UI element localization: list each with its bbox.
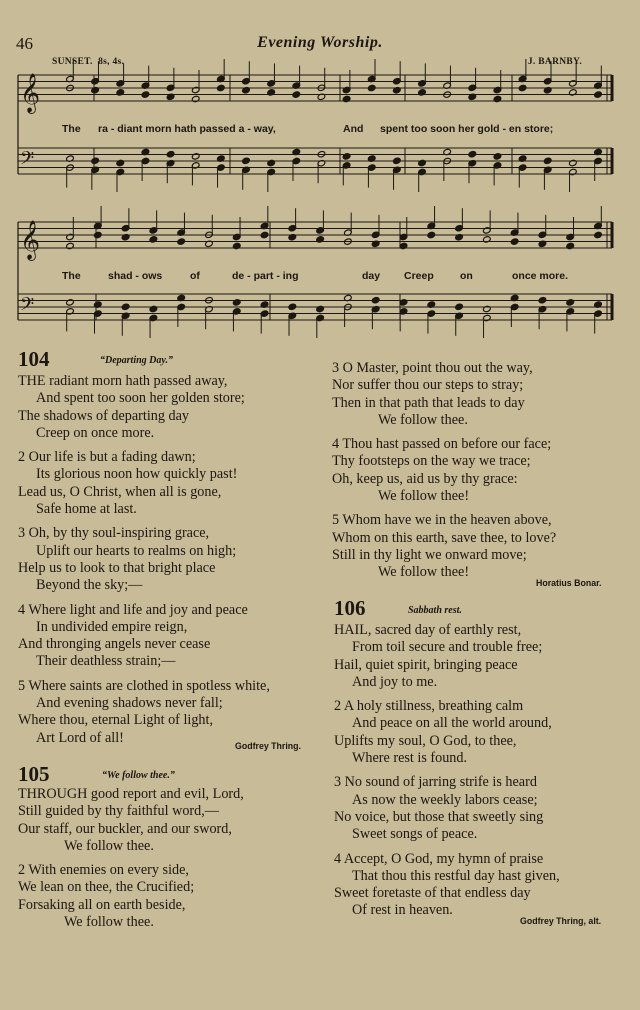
stanza-4 — [18, 602, 270, 671]
hymn-105 — [18, 762, 244, 931]
note-head — [242, 157, 251, 164]
verse-line: Whom on this earth, save thee, to love? — [332, 529, 557, 546]
hymn-105-author: Horatius Bonar. — [536, 578, 602, 588]
note-head — [232, 299, 241, 306]
verse-line: We follow thee. — [64, 914, 154, 931]
hymn-title: “Departing Day.” — [100, 355, 173, 366]
note-head — [510, 238, 519, 245]
note-head — [292, 91, 301, 98]
note-head — [342, 95, 351, 102]
lyric-row2-e: day — [362, 270, 381, 282]
treble-clef: 𝄞 — [20, 220, 41, 260]
verse-line: Nor suffer thou our steps to stray; — [332, 377, 524, 394]
verse-line: HAIL, sacred day of earthly rest, — [334, 622, 522, 638]
verse-line: Our staff, our buckler, and our sword, — [18, 820, 232, 837]
page-number: 46 — [16, 34, 33, 53]
lyric-row2-g: on — [460, 270, 473, 282]
verse-line: Where thou, eternal Light of light, — [18, 712, 214, 729]
hymn-105-continued — [332, 360, 556, 582]
verse-line: 3 Oh, by thy soul-inspiring grace, — [18, 525, 210, 542]
verse-line: That thou this restful day hast given, — [352, 867, 560, 884]
note-head — [342, 153, 351, 160]
verse-line: Hail, quiet spirit, bringing peace — [334, 656, 518, 673]
verse-line: From toil secure and trouble free; — [352, 639, 543, 656]
hymn-title: “We follow thee.” — [102, 770, 175, 781]
stanza-4 — [332, 436, 556, 505]
stanza-1 — [334, 622, 560, 691]
verse-line: The shadows of departing day — [18, 407, 189, 424]
note-head — [483, 305, 492, 312]
verse-line: 4 Where light and life and joy and peace — [18, 601, 248, 618]
note-head — [493, 153, 502, 160]
lyric-row2-c: of — [190, 270, 200, 282]
note-head — [288, 303, 297, 310]
lyric-row1-b: ra - diant morn hath passed a - way, — [98, 123, 276, 135]
verse-line: 5 Where saints are clothed in spotless white, — [18, 677, 270, 694]
note-head — [260, 231, 269, 238]
verse-line: Oh, keep us, aid us by thy grace: — [332, 470, 518, 487]
note-head — [371, 297, 380, 304]
staff-lines — [18, 75, 612, 320]
stanza-3 — [334, 774, 560, 843]
tune-name: SUNSET. 8s, 4s. — [52, 57, 125, 67]
verse-line: 2 Our life is but a fading dawn; — [18, 449, 196, 466]
note-head — [66, 299, 75, 306]
stanza-5 — [332, 512, 556, 581]
verse-line: Their deathless strain;— — [36, 653, 176, 670]
hymn-106 — [334, 596, 560, 920]
note-head — [316, 305, 325, 312]
lyric-row2-f: Creep — [404, 270, 434, 282]
verse-line: 5 Whom have we in the heaven above, — [332, 512, 552, 529]
note-head — [94, 231, 103, 238]
verse-line: Sweet songs of peace. — [352, 826, 478, 843]
lyric-row1-d: spent too soon her gold - en store; — [380, 123, 554, 135]
verse-line: Uplifts my soul, O God, to thee, — [334, 732, 517, 749]
verse-line: And joy to me. — [352, 673, 438, 690]
verse-line: And spent too soon her golden store; — [36, 390, 245, 407]
note-head — [91, 157, 100, 164]
verse-line: 2 A holy stillness, breathing calm — [334, 698, 524, 715]
note-head — [232, 242, 241, 249]
verse-line: Lead us, O Christ, when all is gone, — [18, 483, 222, 500]
verse-line: As now the weekly labors cease; — [352, 791, 538, 808]
stanza-2 — [334, 698, 560, 767]
verse-line: And thronging angels never cease — [18, 636, 211, 653]
treble-clef: 𝄞 — [20, 73, 41, 113]
verse-line: Art Lord of all! — [36, 729, 124, 746]
lyric-row2-a: The — [62, 270, 81, 282]
note-head — [267, 159, 276, 166]
hymn-number: 105 — [18, 762, 50, 786]
verse-line: 4 Accept, O God, my hymn of praise — [334, 850, 544, 867]
verse-line: We follow thee. — [64, 837, 154, 854]
verse-line: Then in that path that leads to day — [332, 394, 525, 411]
clefs — [20, 73, 40, 320]
lyric-row1-a: The — [62, 123, 81, 135]
note-head — [518, 84, 527, 91]
note-head — [191, 153, 200, 160]
verse-line: Uplift our hearts to realms on high; — [36, 542, 237, 559]
note-head — [418, 159, 427, 166]
verse-line: 3 O Master, point thou out the way, — [332, 360, 533, 376]
bass-clef: 𝄢 — [20, 148, 35, 174]
running-head: Evening Worship. — [257, 34, 383, 51]
verse-line: Where rest is found. — [352, 750, 468, 767]
verse-line: Help us to look to that bright place — [18, 559, 216, 576]
verse-line: Thy footsteps on the way we trace; — [332, 453, 531, 470]
stanza-3 — [18, 525, 270, 594]
verse-line: 4 Thou hast passed on before our face; — [332, 436, 552, 453]
verse-line: Beyond the sky;— — [36, 577, 143, 594]
hymn-106-author: Godfrey Thring, alt. — [520, 916, 602, 926]
note-head — [493, 95, 502, 102]
note-head — [393, 157, 402, 164]
verse-line: 2 With enemies on every side, — [18, 862, 189, 879]
stanza-1 — [18, 373, 270, 442]
note-head — [427, 231, 436, 238]
verse-line: We follow thee! — [378, 564, 470, 581]
note-head — [594, 231, 603, 238]
verse-line: Sweet foretaste of that endless day — [334, 885, 531, 902]
verse-line: Of rest in heaven. — [352, 902, 453, 919]
note-head — [191, 95, 200, 102]
hymn-number: 106 — [334, 596, 366, 620]
note-head — [66, 242, 75, 249]
note-head — [149, 305, 158, 312]
stanza-4 — [334, 851, 560, 920]
note-head — [166, 151, 175, 158]
stanza-1 — [18, 786, 244, 855]
verse-line: Forsaking all on earth beside, — [18, 896, 186, 913]
note-head — [121, 303, 130, 310]
verse-line: We follow thee. — [378, 411, 468, 428]
note-head — [177, 238, 186, 245]
verse-line: Its glorious noon how quickly past! — [36, 466, 238, 483]
stanza-3 — [332, 360, 556, 429]
lyric-row2-h: once more. — [512, 270, 569, 282]
verse-line: And evening shadows never fall; — [36, 695, 223, 712]
note-head — [566, 299, 575, 306]
note-head — [116, 159, 125, 166]
note-head — [594, 91, 603, 98]
note-head — [455, 303, 464, 310]
note-head — [367, 84, 376, 91]
note-head — [566, 242, 575, 249]
music-score — [0, 0, 640, 340]
verse-line: Creep on once more. — [36, 424, 155, 441]
hymn-title: Sabbath rest. — [408, 605, 462, 616]
note-head — [468, 151, 477, 158]
bar-lines — [18, 75, 612, 320]
note-head — [543, 157, 552, 164]
note-head — [569, 159, 578, 166]
lyric-row1-c: And — [343, 123, 364, 135]
verse-line: Still in thy light we onward move; — [332, 546, 527, 563]
verse-line: THROUGH good report and evil, Lord, — [18, 786, 244, 802]
verse-line: And peace on all the world around, — [352, 715, 552, 732]
lyric-row2-d: de - part - ing — [232, 270, 299, 282]
verse-line: 3 No sound of jarring strife is heard — [334, 774, 537, 791]
stanza-5 — [18, 678, 270, 747]
hymn-104 — [18, 347, 270, 747]
composer: J. BARNBY. — [527, 57, 582, 67]
verse-line: THE radiant morn hath passed away, — [18, 373, 228, 389]
hymn-104-author: Godfrey Thring. — [235, 741, 301, 751]
hymn-number: 104 — [18, 347, 50, 371]
stanza-2 — [18, 449, 270, 518]
verse-line: Safe home at last. — [36, 501, 137, 518]
verse-line: We lean on thee, the Crucified; — [18, 879, 195, 896]
verse-line: No voice, but those that sweetly sing — [334, 808, 544, 825]
note-head — [217, 84, 226, 91]
note-head — [141, 91, 150, 98]
stanza-2 — [18, 862, 244, 931]
lyric-row2-b: shad - ows — [108, 270, 163, 282]
note-head — [538, 297, 547, 304]
verse-line: In undivided empire reign, — [36, 618, 188, 635]
verse-line: We follow thee! — [378, 488, 470, 505]
bass-clef: 𝄢 — [20, 294, 35, 320]
verse-line: Still guided by thy faithful word,— — [18, 803, 219, 820]
